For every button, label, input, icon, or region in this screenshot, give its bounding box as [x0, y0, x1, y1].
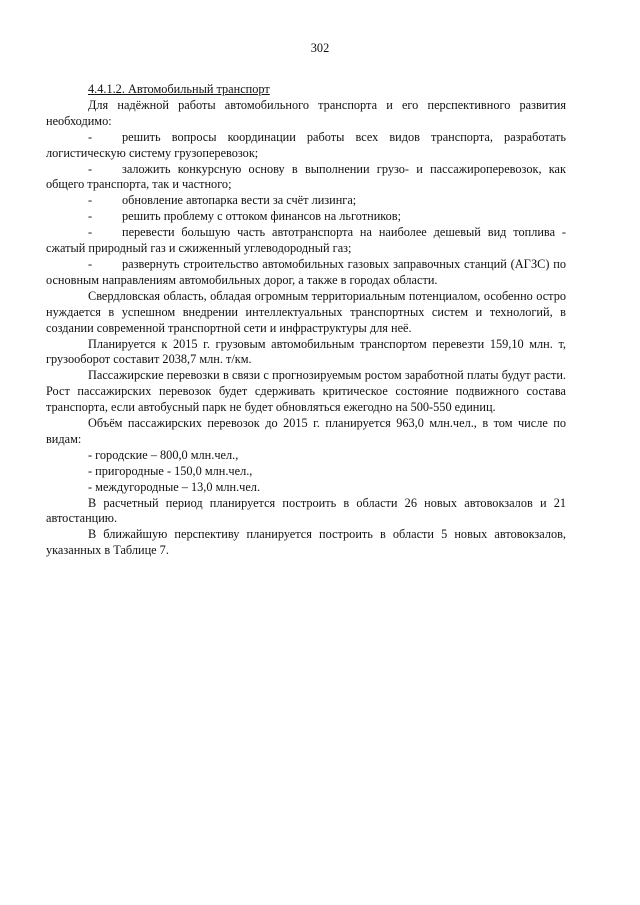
bullet-text: решить вопросы координации работы всех видов транспорта, разработать логистическую систему грузоперевозок;	[46, 129, 566, 160]
body-paragraph: Планируется к 2015 г. грузовым автомобильным транспортом перевезти 159,10 млн. т, грузооборот составит 2038,7 млн. т/км.	[46, 336, 566, 367]
bullet-dash: -	[88, 256, 93, 271]
bullet-dash: -	[88, 193, 93, 208]
bullet-dash: -	[88, 225, 93, 240]
bullet-item	[46, 162, 566, 194]
body-paragraph: Пассажирские перевозки в связи с прогнозируемым ростом заработной платы будут расти. Рост пассажирских перевозок будет сдерживать критическое состояние подвижного состава транспорта, если автобусный парк не будет обновляться ежегодно на 500-550 единиц.	[46, 368, 566, 415]
bullet-item	[46, 225, 566, 257]
bullet-text: обновление автопарка вести за счёт лизинга;	[122, 193, 357, 208]
bullet-text: заложить конкурсную основу в выполнении грузо- и пассажироперевозок, как общего транспорта, так и частного;	[46, 161, 566, 192]
bullet-item	[46, 193, 566, 209]
bullet-text: развернуть строительство автомобильных газовых заправочных станций (АГЗС) по основным направлениям автомобильных дорог, а также в городах области.	[46, 256, 566, 287]
bullet-item	[46, 130, 566, 162]
section-heading: 4.4.1.2. Автомобильный транспорт	[88, 82, 270, 96]
bullet-dash: -	[88, 129, 93, 144]
page-content	[46, 82, 566, 559]
bullet-dash: -	[88, 209, 93, 224]
closing-paragraph: В расчетный период планируется построить в области 26 новых автовокзалов и 21 автостанцию.	[46, 495, 566, 526]
closing-paragraph: В ближайшую перспективу планируется построить в области 5 новых автовокзалов, указанных в Таблице 7.	[46, 527, 566, 558]
page-number: 302	[310, 41, 330, 55]
sub-list-item: - городские – 800,0 млн.чел.,	[88, 447, 239, 462]
intro-paragraph: Для надёжной работы автомобильного транспорта и его перспективного развития необходимо:	[46, 97, 566, 128]
bullet-text: решить проблему с оттоком финансов на льготников;	[122, 209, 402, 224]
body-paragraph: Объём пассажирских перевозок до 2015 г. планируется 963,0 млн.чел., в том числе по видам:	[46, 416, 566, 446]
bullet-item	[46, 209, 566, 225]
bullet-text: перевести большую часть автотранспорта на наиболее дешевый вид топлива - сжатый природный газ и сжиженный углеводородный газ;	[46, 225, 566, 256]
sub-list-item: - междугородные – 13,0 млн.чел.	[88, 479, 261, 494]
body-paragraph: Свердловская область, обладая огромным территориальным потенциалом, особенно остро нуждается в успешном внедрении интеллектуальных транспортных систем и технологий, в создании современной транспортной сети и инфраструктуры для неё.	[46, 288, 566, 335]
bullet-dash: -	[88, 161, 93, 176]
bullet-item	[46, 257, 566, 289]
sub-list-item: - пригородные - 150,0 млн.чел.,	[88, 463, 253, 478]
